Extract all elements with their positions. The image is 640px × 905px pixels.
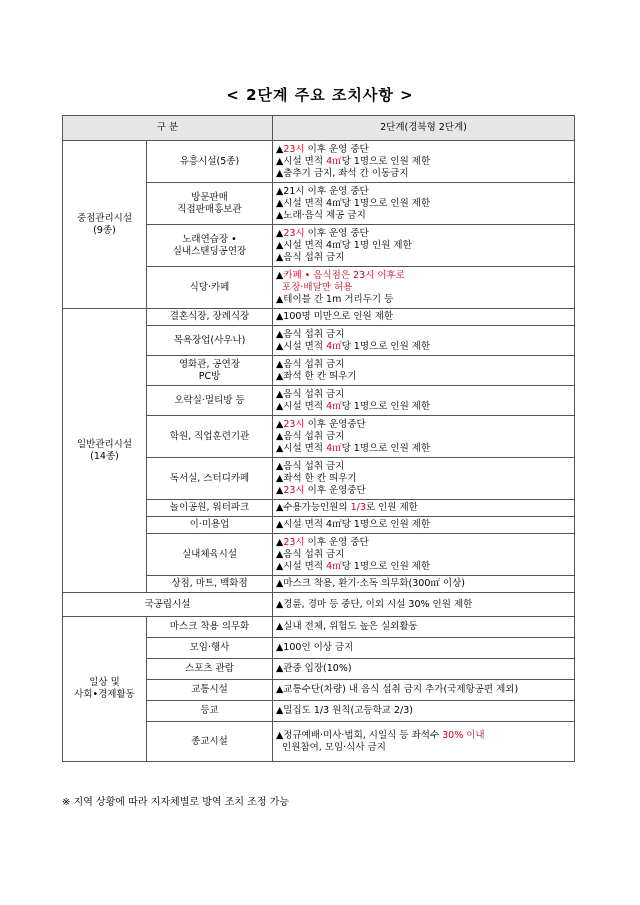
measure-line bbox=[276, 742, 571, 754]
highlight-text: 포장·배달만 허용 bbox=[282, 281, 353, 293]
highlight-text: 23시 bbox=[283, 227, 305, 239]
facility-cell: 오락실·멀티방 등 bbox=[147, 386, 273, 416]
measure-line bbox=[276, 519, 571, 531]
measure-text: ▲음식 섭취 금지 bbox=[276, 358, 345, 370]
measure-text: ▲ bbox=[276, 143, 284, 155]
measure-line bbox=[276, 401, 571, 413]
measure-text: ▲음식 섭취 금지 bbox=[276, 251, 345, 263]
measure-line bbox=[276, 389, 571, 401]
header-category: 구 분 bbox=[63, 116, 273, 141]
measure-line bbox=[276, 663, 571, 675]
measure-text: 이후 운영 중단 bbox=[304, 227, 369, 239]
facility-cell: 영화관, 공연장 PC방 bbox=[147, 356, 273, 386]
measure-text: 로 인원 제한 bbox=[365, 502, 418, 513]
measure-text: ▲테이블 간 1m 거리두기 등 bbox=[276, 293, 394, 305]
highlight-text: 4㎡ bbox=[326, 340, 342, 352]
measure-line bbox=[276, 228, 571, 240]
measure-line bbox=[276, 431, 571, 443]
measure-line bbox=[276, 198, 571, 210]
measure-text: ▲100인 이상 금지 bbox=[276, 642, 354, 653]
measures-table bbox=[62, 115, 575, 762]
facility-cell: 교통시설 bbox=[147, 680, 273, 701]
measure-text: ▲시설 면적 bbox=[276, 340, 327, 352]
measure-text: ▲음식 섭취 금지 bbox=[276, 328, 345, 340]
measure-line bbox=[276, 730, 571, 742]
measure-line bbox=[276, 561, 571, 573]
measure-text: ▲관중 입장(10%) bbox=[276, 663, 352, 674]
measures-cell bbox=[273, 576, 575, 593]
table-row bbox=[63, 593, 575, 617]
measures-cell bbox=[273, 638, 575, 659]
measures-cell bbox=[273, 356, 575, 386]
measure-text: ▲ bbox=[276, 227, 284, 239]
highlight-text: 23시 bbox=[283, 484, 305, 496]
footnote: ※ 지역 상황에 따라 지자체별로 방역 조치 조정 가능 bbox=[62, 797, 290, 808]
highlight-text: 카페 • 음식점은 23시 이후로 bbox=[283, 269, 405, 281]
measures-cell bbox=[273, 517, 575, 534]
measure-line bbox=[276, 684, 571, 696]
measure-line bbox=[276, 341, 571, 353]
measures-cell bbox=[273, 680, 575, 701]
measure-line bbox=[276, 502, 571, 514]
highlight-text: 4㎡ bbox=[326, 560, 342, 572]
highlight-text: 4㎡ bbox=[326, 400, 342, 412]
measures-cell bbox=[273, 593, 575, 617]
measures-cell bbox=[273, 659, 575, 680]
measure-line bbox=[276, 473, 571, 485]
measure-text: ▲마스크 착용, 환기·소독 의무화(300㎡ 이상) bbox=[276, 578, 465, 589]
measure-text: 이후 운영 중단 bbox=[304, 536, 369, 548]
measure-line bbox=[276, 705, 571, 717]
measure-line bbox=[276, 419, 571, 431]
measure-text: 이후 운영 중단 bbox=[304, 143, 369, 155]
category-cell: 국공립시설 bbox=[63, 593, 273, 617]
facility-cell: 상점, 마트, 백화점 bbox=[147, 576, 273, 593]
facility-cell: 유흥시설(5종) bbox=[147, 141, 273, 183]
measures-cell bbox=[273, 534, 575, 576]
measure-text: ▲시설 면적 4㎡당 1명 인원 제한 bbox=[276, 239, 412, 251]
measure-line bbox=[276, 156, 571, 168]
facility-cell: 이·미용업 bbox=[147, 517, 273, 534]
measure-line bbox=[276, 294, 571, 306]
measures-cell bbox=[273, 326, 575, 356]
measure-text: 이후 운영중단 bbox=[304, 484, 366, 496]
facility-cell: 목욕장업(사우나) bbox=[147, 326, 273, 356]
facility-cell: 결혼식장, 장례식장 bbox=[147, 309, 273, 326]
measure-line bbox=[276, 443, 571, 455]
facility-cell: 독서실, 스터디카페 bbox=[147, 458, 273, 500]
measure-text: ▲실내 전체, 위험도 높은 실외활동 bbox=[276, 621, 418, 632]
measures-cell bbox=[273, 617, 575, 638]
facility-cell: 마스크 착용 의무화 bbox=[147, 617, 273, 638]
highlight-text: 23시 bbox=[283, 418, 305, 430]
measure-line bbox=[276, 642, 571, 654]
measure-text: ▲경륜, 경마 등 중단, 이외 시설 30% 인원 제한 bbox=[276, 598, 473, 610]
table-header-row bbox=[63, 116, 575, 141]
highlight-text: 4㎡ bbox=[326, 442, 342, 454]
measure-text: ▲100명 미만으로 인원 제한 bbox=[276, 311, 394, 322]
facility-cell: 노래연습장 • 실내스탠딩공연장 bbox=[147, 225, 273, 267]
measure-text: ▲시설 면적 4㎡당 1명으로 인원 제한 bbox=[276, 197, 431, 209]
measure-text: ▲좌석 한 칸 띄우기 bbox=[276, 472, 357, 484]
measures-cell bbox=[273, 183, 575, 225]
measure-text: 당 1명으로 인원 제한 bbox=[341, 560, 431, 572]
facility-cell: 학원, 직업훈련기관 bbox=[147, 416, 273, 458]
table-row bbox=[63, 141, 575, 183]
facility-cell: 놀이공원, 워터파크 bbox=[147, 500, 273, 517]
measure-text: ▲ bbox=[276, 269, 284, 281]
measures-cell bbox=[273, 416, 575, 458]
measure-line bbox=[276, 549, 571, 561]
measures-cell bbox=[273, 225, 575, 267]
facility-cell: 등교 bbox=[147, 701, 273, 722]
highlight-text: 23시 bbox=[283, 143, 305, 155]
measure-text: ▲ bbox=[276, 418, 284, 430]
measure-text: ▲춤추기 금지, 좌석 간 이동금지 bbox=[276, 167, 409, 179]
measure-line bbox=[276, 252, 571, 264]
page-title: < 2단계 주요 조치사항 > bbox=[226, 86, 414, 104]
measure-text: ▲음식 섭취 금지 bbox=[276, 548, 345, 560]
measure-text: ▲ bbox=[276, 536, 284, 548]
highlight-text: 30% 이내 bbox=[442, 729, 485, 741]
measure-line bbox=[276, 599, 571, 611]
highlight-text: 4㎡ bbox=[326, 155, 342, 167]
measure-line bbox=[276, 621, 571, 633]
measure-text: ▲수용가능인원의 bbox=[276, 502, 351, 513]
measure-text: ▲음식 섭취 금지 bbox=[276, 460, 345, 472]
facility-cell: 모임·행사 bbox=[147, 638, 273, 659]
measure-text: ▲21시 이후 운영 중단 bbox=[276, 185, 369, 197]
measure-text: ▲시설 면적 bbox=[276, 560, 327, 572]
measure-line bbox=[276, 282, 571, 294]
table-row bbox=[63, 617, 575, 638]
measure-text: 인원참여, 모임·식사 금지 bbox=[276, 741, 386, 753]
category-cell: 중점관리시설 (9종) bbox=[63, 141, 147, 309]
header-stage: 2단계(경북형 2단계) bbox=[273, 116, 575, 141]
measure-text: 이후 운영중단 bbox=[304, 418, 366, 430]
measures-cell bbox=[273, 309, 575, 326]
measure-line bbox=[276, 329, 571, 341]
measure-line bbox=[276, 359, 571, 371]
measure-text: ▲밀집도 1/3 원칙(고등학교 2/3) bbox=[276, 705, 413, 716]
measure-text: 당 1명으로 인원 제한 bbox=[341, 155, 431, 167]
highlight-text: 23시 bbox=[283, 536, 305, 548]
measures-cell bbox=[273, 267, 575, 309]
measure-text: ▲시설 면적 bbox=[276, 155, 327, 167]
measures-cell bbox=[273, 500, 575, 517]
measure-line bbox=[276, 461, 571, 473]
measure-text: ▲시설 면적 bbox=[276, 400, 327, 412]
measures-cell bbox=[273, 386, 575, 416]
highlight-text: 1/3 bbox=[350, 502, 366, 513]
measure-line bbox=[276, 537, 571, 549]
measure-line bbox=[276, 311, 571, 323]
measure-text: ▲시설 면적 bbox=[276, 442, 327, 454]
measure-line bbox=[276, 168, 571, 180]
measure-line bbox=[276, 270, 571, 282]
measure-text: 당 1명으로 인원 제한 bbox=[341, 442, 431, 454]
category-cell: 일반관리시설 (14종) bbox=[63, 309, 147, 593]
measure-line bbox=[276, 210, 571, 222]
facility-cell: 방문판매 직접판매홍보관 bbox=[147, 183, 273, 225]
measure-text: ▲정규예배·미사·법회, 시일식 등 좌석수 bbox=[276, 729, 443, 741]
measures-cell bbox=[273, 701, 575, 722]
measure-line bbox=[276, 144, 571, 156]
measure-line bbox=[276, 186, 571, 198]
measure-text: 당 1명으로 인원 제한 bbox=[341, 340, 431, 352]
measure-line bbox=[276, 371, 571, 383]
measures-cell bbox=[273, 722, 575, 762]
measure-text: ▲교통수단(차량) 내 음식 섭취 금지 추가(국제항공편 제외) bbox=[276, 684, 519, 695]
table-body bbox=[63, 141, 575, 762]
measure-line bbox=[276, 240, 571, 252]
category-cell: 일상 및 사회•경제활동 bbox=[63, 617, 147, 762]
measure-text: ▲시설 면적 4㎡당 1명으로 인원 제한 bbox=[276, 519, 431, 530]
facility-cell: 실내체육시설 bbox=[147, 534, 273, 576]
measure-text: ▲음식 섭취 금지 bbox=[276, 388, 345, 400]
facility-cell: 종교시설 bbox=[147, 722, 273, 762]
measure-text: ▲좌석 한 칸 띄우기 bbox=[276, 370, 357, 382]
measure-line bbox=[276, 578, 571, 590]
measure-text: 당 1명으로 인원 제한 bbox=[341, 400, 431, 412]
measure-line bbox=[276, 485, 571, 497]
table-row bbox=[63, 309, 575, 326]
measure-text: ▲음식 섭취 금지 bbox=[276, 430, 345, 442]
measure-text: ▲노래·음식 제공 금지 bbox=[276, 209, 366, 221]
measure-text: ▲ bbox=[276, 484, 284, 496]
facility-cell: 스포츠 관람 bbox=[147, 659, 273, 680]
measures-cell bbox=[273, 141, 575, 183]
measures-cell bbox=[273, 458, 575, 500]
facility-cell: 식당·카페 bbox=[147, 267, 273, 309]
